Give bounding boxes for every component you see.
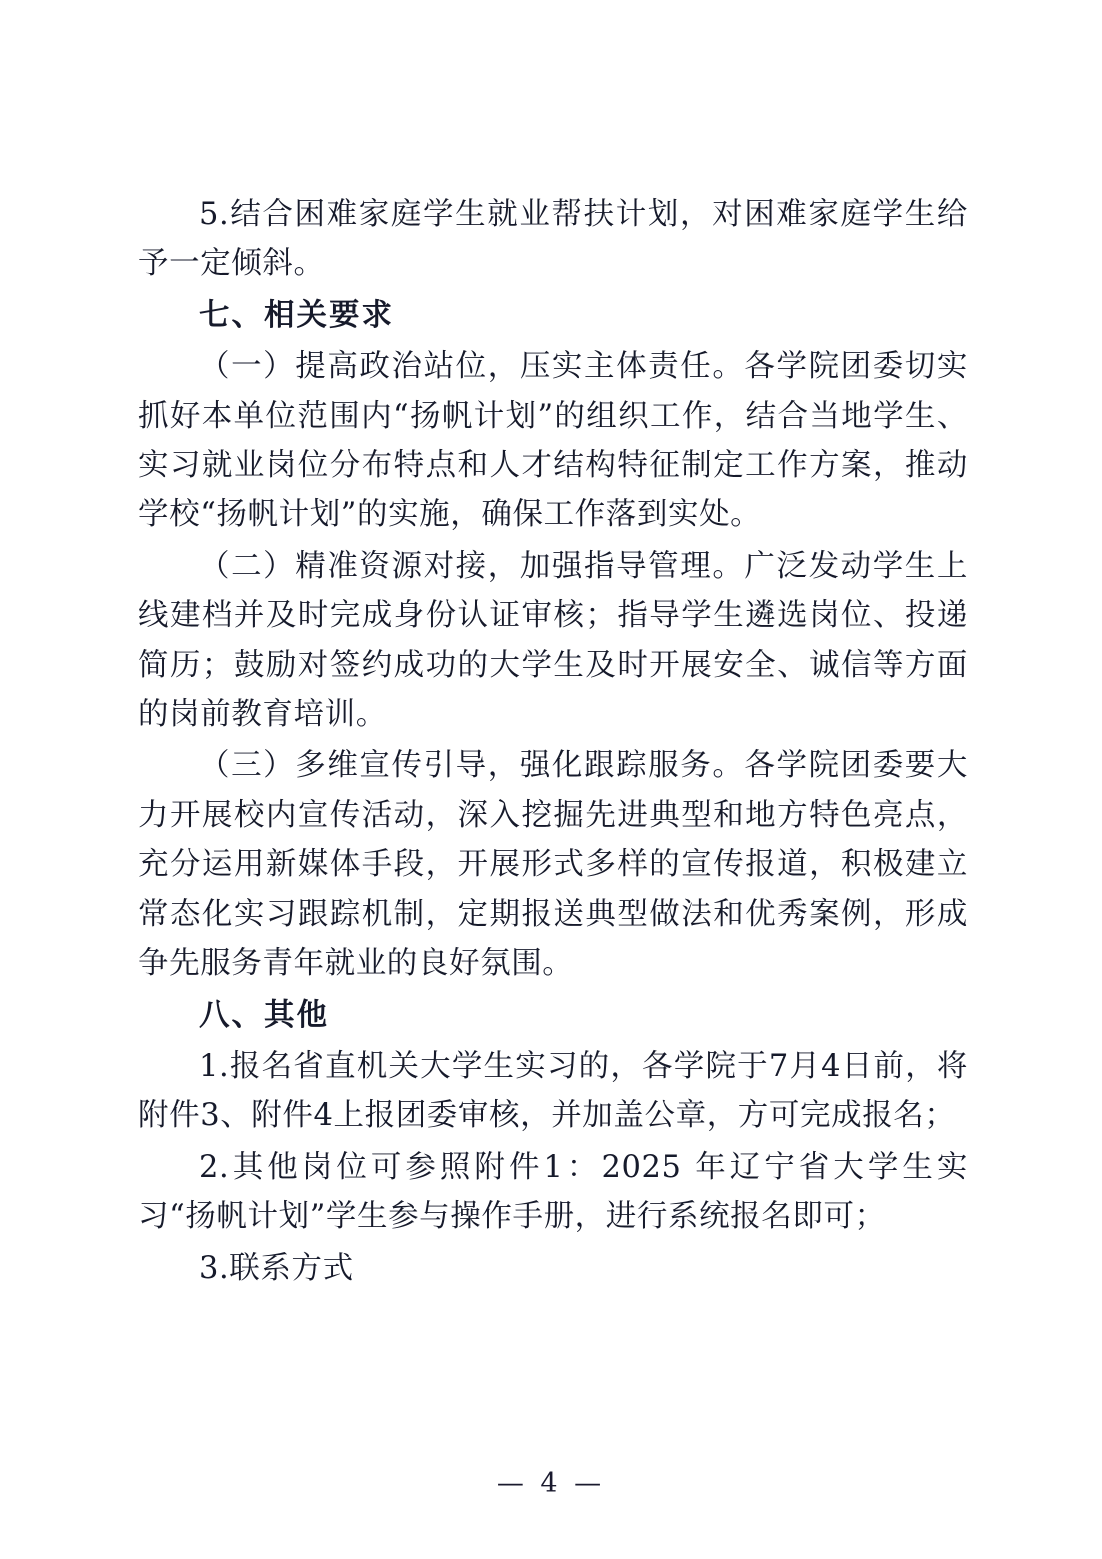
paragraph-text: 5.结合困难家庭学生就业帮扶计划，对困难家庭学生给予一定倾斜。 <box>138 197 968 282</box>
paragraph-other-3 <box>138 1244 968 1293</box>
paragraph-text: （一）提高政治站位，压实主体责任。各学院团委切实抓好本单位范围内“扬帆计划”的组织工作，结合当地学生、实习就业岗位分布特点和人才结构特征制定工作方案，推动学校“扬帆计划”的实施，确保工作落到实处。 <box>138 349 968 533</box>
paragraph-requirement-two <box>138 542 968 740</box>
paragraph-text: 1.报名省直机关大学生实习的，各学院于7月4日前，将附件3、附件4上报团委审核，并加盖公章，方可完成报名； <box>138 1048 968 1134</box>
heading-section-eight <box>138 991 968 1040</box>
paragraph-text: 2.其他岗位可参照附件1：2025 年辽宁省大学生实习“扬帆计划”学生参与操作手册，进行系统报名即可； <box>138 1149 968 1235</box>
page-number: — 4 — <box>496 1468 606 1499</box>
paragraph-item-5 <box>138 190 968 289</box>
heading-section-seven <box>138 291 968 340</box>
heading-text: 七、相关要求 <box>199 296 394 333</box>
paragraph-other-1 <box>138 1042 968 1141</box>
paragraph-requirement-three <box>138 741 968 988</box>
paragraph-text: （三）多维宣传引导，强化跟踪服务。各学院团委要大力开展校内宣传活动，深入挖掘先进典型和地方特色亮点，充分运用新媒体手段，开展形式多样的宣传报道，积极建立常态化实习跟踪机制，定期报送典型做法和优秀案例，形成争先服务青年就业的良好氛围。 <box>138 748 968 982</box>
heading-text: 八、其他 <box>199 996 329 1033</box>
paragraph-text: （二）精准资源对接，加强指导管理。广泛发动学生上线建档并及时完成身份认证审核；指导学生遴选岗位、投递简历；鼓励对签约成功的大学生及时开展安全、诚信等方面的岗前教育培训。 <box>138 548 968 733</box>
paragraph-other-2 <box>138 1143 968 1242</box>
paragraph-text: 3.联系方式 <box>199 1250 354 1286</box>
paragraph-requirement-one <box>138 342 968 540</box>
document-body <box>138 190 968 1295</box>
